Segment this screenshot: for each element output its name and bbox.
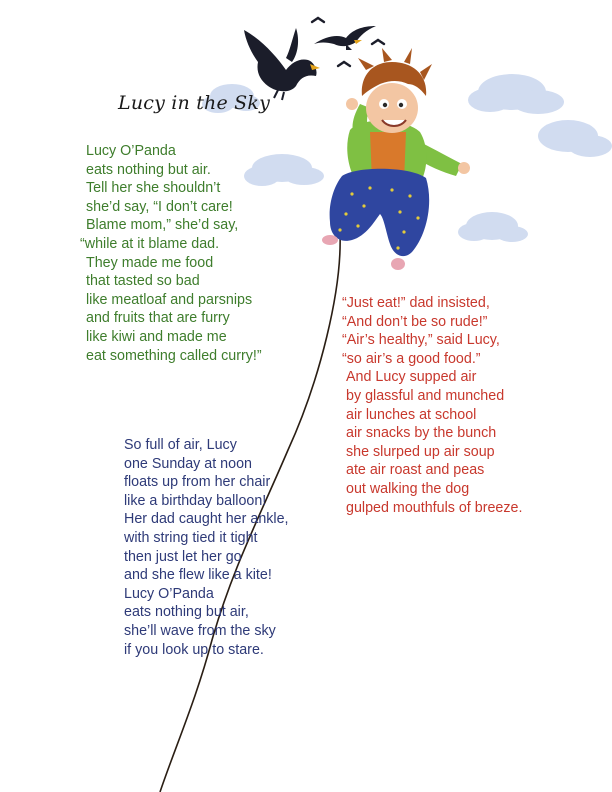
- poem-line: Her dad caught her ankle,: [124, 511, 289, 528]
- poem-line: and she flew like a kite!: [124, 567, 272, 584]
- stanza-one: [80, 142, 262, 365]
- poem-line: she slurped up air soup: [346, 443, 495, 460]
- cloud-icon: [458, 212, 528, 242]
- poem-line: Lucy O’Panda: [86, 143, 176, 159]
- crow-icon: [314, 26, 376, 50]
- poem-line: out walking the dog: [346, 480, 470, 497]
- poem-title: Lucy in the Sky: [118, 92, 271, 114]
- poem-line: “Air’s healthy,” said Lucy,: [342, 332, 500, 349]
- poem-line: then just let her go: [124, 548, 242, 565]
- poem-line: she’ll wave from the sky: [124, 622, 276, 639]
- poem-line: like a birthday balloon!: [124, 492, 267, 509]
- poem-line: that tasted so bad: [86, 273, 200, 290]
- crow-icon: [244, 28, 320, 100]
- poem-line: “while at it blame dad.: [80, 235, 220, 252]
- poem-line: by glassful and munched: [346, 387, 505, 404]
- flying-child-illustration: [322, 48, 470, 270]
- poem-line: ate air roast and peas: [346, 462, 485, 479]
- poem-line: air snacks by the bunch: [346, 425, 497, 442]
- poem-line: with string tied it tight: [124, 529, 258, 546]
- poem-line: air lunches at school: [346, 406, 477, 423]
- poem-line: like kiwi and made me: [86, 328, 227, 345]
- stanza-two: [342, 294, 522, 517]
- poem-line: Tell her she shouldn’t: [86, 180, 221, 197]
- poem-line: like meatloaf and parsnips: [86, 291, 253, 308]
- cloud-icon: [468, 74, 564, 114]
- poem-line: she’d say, “I don’t care!: [86, 198, 233, 215]
- poem-line: eats nothing but air.: [86, 161, 211, 178]
- stanza-three: [124, 436, 289, 659]
- poem-line: They made me food: [86, 254, 214, 271]
- poem-line: one Sunday at noon: [124, 455, 252, 472]
- poem-line: Blame mom,” she’d say,: [86, 217, 239, 234]
- poem-line: “And don’t be so rude!”: [342, 313, 488, 330]
- poem-line: floats up from her chair: [124, 474, 271, 491]
- poem-line: Lucy O’Panda: [124, 585, 214, 602]
- poem-line: eat something called curry!”: [86, 347, 262, 364]
- poem-line: if you look up to stare.: [124, 641, 264, 658]
- cloud-icon: [538, 120, 612, 157]
- poem-line: “so air’s a good food.”: [342, 350, 481, 367]
- poem-line: and fruits that are furry: [86, 310, 230, 327]
- poem-line: gulped mouthfuls of breeze.: [346, 499, 523, 516]
- poem-line: eats nothing but air,: [124, 604, 249, 621]
- poem-line: So full of air, Lucy: [124, 437, 237, 453]
- poem-line: And Lucy supped air: [346, 369, 477, 386]
- poem-line: “Just eat!” dad insisted,: [342, 295, 490, 311]
